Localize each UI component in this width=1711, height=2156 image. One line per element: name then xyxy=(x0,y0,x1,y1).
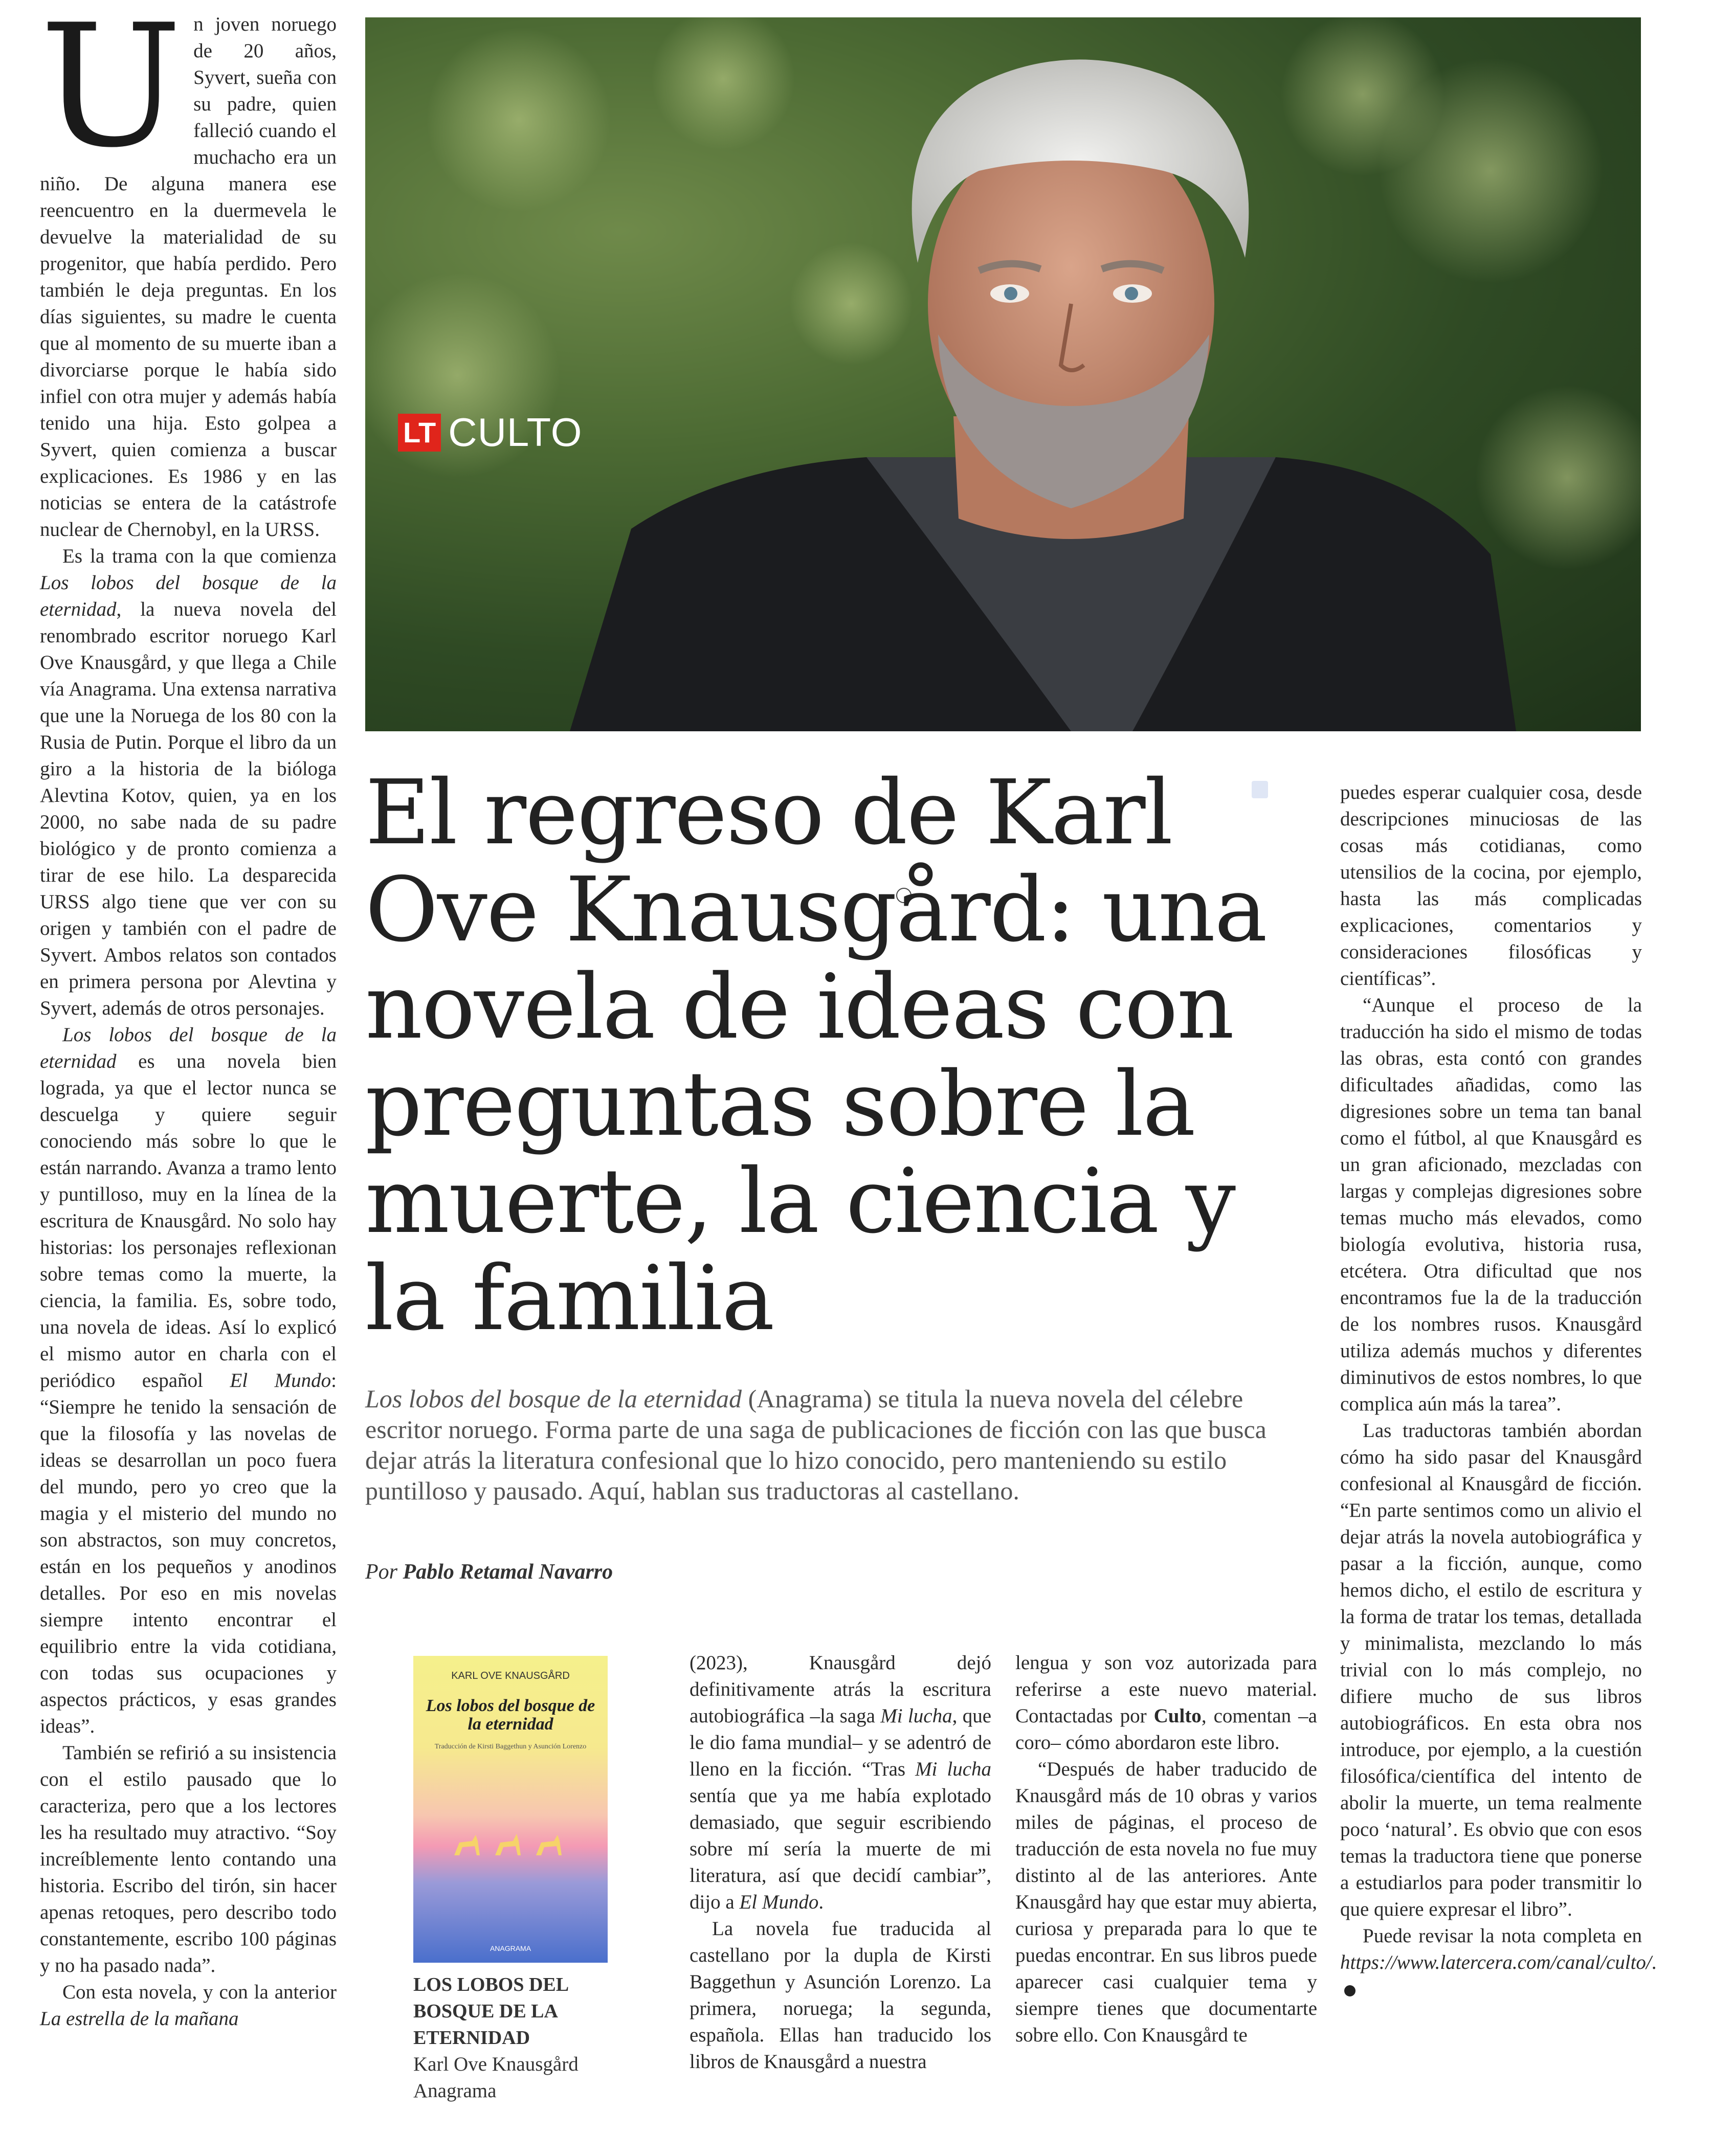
lt-logo-mark: LT xyxy=(398,414,441,452)
article-lead xyxy=(365,1383,1286,1506)
paragraph xyxy=(1015,1650,1317,1756)
text-run: (2023), Knausgård dejó definitivamente atrás la escritura autobiográfica –la saga xyxy=(690,1652,991,1727)
text-run: . xyxy=(1651,1951,1657,1973)
lead-text: (Anagrama) se titula la nueva novela del célebre escritor noruego. Forma parte de una saga de publicaciones de ficción con las que busca dejar atrás la literatura confesional que lo hizo conocido, pero manteniendo su estilo puntilloso y pausado. Aquí, hablan sus traductoras al castellano. xyxy=(365,1384,1266,1505)
text-run: Con esta novela, y con la anterior xyxy=(62,1981,337,2003)
headline: El regreso de Karl Ove Knausgård: una novela de ideas con preguntas sobre la muerte, la ciencia y la familia xyxy=(365,761,1266,1351)
text-run: Puede revisar la nota completa en xyxy=(1363,1925,1642,1947)
article-column-1 xyxy=(40,0,337,2032)
paragraph: n joven noruego de 20 años, Syvert, sueña con su padre, quien falleció cuando el muchacho era un niño. De alguna manera ese reencuentro en la duermevela le devuelve la materialidad de su progenitor, que había perdido. Pero también le deja preguntas. En los días siguientes, su madre le cuenta que al momento de su muerte iban a divorciarse porque le había sido infiel con otra mujer y además había tenido una hija. Esto golpea a Syvert, quien comienza a buscar explicaciones. Es 1986 y en las noticias se entera de la catástrofe nuclear de Chernobyl, en la URSS. xyxy=(40,13,337,541)
book-title-italic: Mi lucha xyxy=(915,1758,992,1780)
book-cover xyxy=(413,1656,608,1963)
paragraph: “Aunque el proceso de la traducción ha sido el mismo de todas las obras, esta contó con grandes dificultades añadidas, como las digresiones sobre un tema tan banal como el fútbol, al que Knausgård es un gran aficionado, mezcladas con largas y complejas digresiones sobre temas mucho más elevados, como biología evolutiva, historia rusa, etcétera. Otra dificultad que nos encontramos fue la de la traducción de los nombres rusos. Knausgård utiliza además muchos y diferentes diminutivos de estos nombres, lo que complica aún más la tarea”. xyxy=(1340,994,1642,1415)
byline-prefix: Por xyxy=(365,1560,403,1584)
article-column-3 xyxy=(690,1650,991,2075)
paragraph xyxy=(1340,1923,1657,2003)
paragraph xyxy=(690,1650,991,1916)
text-run: , que le dio fama mundial– y se adentró de lleno en la ficción. “Tras xyxy=(690,1705,991,1780)
text-run: Es la trama con la que comienza xyxy=(62,545,337,567)
book-title-italic: Mi lucha xyxy=(880,1705,952,1727)
paragraph xyxy=(40,543,337,1022)
text-run: . xyxy=(818,1891,824,1913)
book-title-italic: Los lobos del bosque de la eternidad xyxy=(365,1384,742,1413)
text-run: : “Siempre he tenido la sensación de que la filosofía y las novelas de ideas se desarrollan un poco fuera del mundo, pero yo creo que la magia y el misterio del mundo no son abstractos, son muy concretos, están en los pequeños y anodinos detalles. Por eso en mis novelas siempre intento encontrar el equilibrio entre la vida cotidiana, con todas sus ocupaciones y aspectos prácticos, y esas grandes ideas”. xyxy=(40,1369,337,1737)
book-title-italic: La estrella de la mañana xyxy=(40,2008,239,2030)
newspaper-italic: El Mundo xyxy=(230,1369,331,1391)
paragraph: “Después de haber traducido de Knausgård más de 10 obras y varios miles de páginas, el proceso de traducción de esta novela no fue muy distinto al de las anteriores. Ante Knausgård hay que estar muy abierta, curiosa y preparada para lo que te puedas encontrar. En sus libros puede aparecer casi cualquier tema y siempre tienes que documentarte sobre ello. Con Knausgård te xyxy=(1015,1758,1317,2046)
culto-bold: Culto xyxy=(1153,1705,1202,1727)
newspaper-italic: El Mundo xyxy=(739,1891,819,1913)
paragraph xyxy=(40,1022,337,1740)
paragraph xyxy=(40,1979,337,2032)
portrait-illustration xyxy=(365,17,1641,731)
text-run: , comentan –a coro– cómo abordaron este libro. xyxy=(1015,1705,1317,1754)
end-mark-icon xyxy=(1344,1985,1356,1996)
book-caption xyxy=(413,1971,628,2104)
caption-author: Karl Ove Knausgård xyxy=(413,2053,579,2075)
paragraph: puedes esperar cualquier cosa, desde descripciones minuciosas de las cosas más cotidianas, como utensilios de la cocina, por ejemplo, hasta las más complicadas explicaciones, comentarios y consideraciones filosóficas y científicas”. xyxy=(1340,781,1642,990)
culto-logo xyxy=(398,409,582,456)
paragraph: La novela fue traducida al castellano por la dupla de Kirsti Baggethun y Asunción Lorenzo. La primera, noruega; la segunda, española. Ellas han traducido los libros de Knausgård a nuestra xyxy=(690,1918,991,2073)
text-run: lengua y son voz autorizada para referirse a este nuevo material. Contactadas por xyxy=(1015,1652,1317,1727)
text-run: , la nueva novela del renombrado escritor noruego Karl Ove Knausgård, y que llega a Chile vía Anagrama. Una extensa narrativa que une la Noruega de los 80 con la Rusia de Putin. Porque el libro da un giro a la historia de la bióloga Alevtina Kotov, quien, ya en los 2000, no sabe nada de su padre biológico y de pronto comienza a tirar de ese hilo. La desparecida URSS algo tiene que ver con su origen y también con el padre de Syvert. Ambos relatos son contados en primera persona por Alevtina y Syvert, además de otros personajes. xyxy=(40,598,337,1019)
cover-title: Los lobos del bosque de la eternidad xyxy=(426,1696,595,1734)
article-column-4 xyxy=(1015,1650,1317,2049)
book-title-italic: Los lobos del bosque de la eternidad xyxy=(40,1024,337,1072)
cover-author: KARL OVE KNAUSGÅRD xyxy=(451,1670,570,1681)
book-title-italic: Los lobos del bosque de la eternidad xyxy=(40,572,337,620)
article-column-5 xyxy=(1340,779,1657,2003)
cover-subtitle: Traducción de Kirsti Baggethun y Asunción Lorenzo xyxy=(434,1743,587,1750)
caption-publisher: Anagrama xyxy=(413,2080,497,2102)
caption-title: LOS LOBOS DEL BOSQUE DE LA ETERNIDAD xyxy=(413,1974,568,2049)
cover-publisher: ANAGRAMA xyxy=(490,1944,531,1952)
author-photo xyxy=(365,17,1641,731)
article-link[interactable]: https://www.latercera.com/canal/culto/ xyxy=(1340,1951,1652,1973)
culto-logo-text: CULTO xyxy=(448,410,583,455)
text-run: sentía que ya me había explotado demasiado, que seguir escribiendo sobre mí sería la muerte de mi literatura, así que decidí cambiar”, dijo a xyxy=(690,1785,991,1913)
drop-cap: U xyxy=(40,0,183,185)
byline-author: Pablo Retamal Navarro xyxy=(403,1560,613,1584)
paragraph: Las traductoras también abordan cómo ha sido pasar del Knausgård confesional al Knausgård de ficción. “En parte sentimos como un alivio el dejar atrás la novela autobiográfica y pasar a la ficción, aunque, como hemos dicho, el estilo de escritura y la forma de tratar los temas, detallada y minimalista, mezclando lo más trivial con lo más complejo, no difiere mucho de sus libros autobiográficos. En esta obra nos introduce, por ejemplo, a la cuestión filosófica/científica del intento de abolir la muerte, un tema realmente poco ‘natural’. Es obvio que con esos temas la traductora tiene que ponerse a estudiarlos para poder transmitir lo que quiere expresar el libro”. xyxy=(1340,1420,1642,1920)
paragraph: También se refirió a su insistencia con el estilo pausado que lo caracteriza, pero que a los lectores les ha resultado muy atractivo. “Soy increíblemente lento contando una historia. Escribo del tirón, sin hacer apenas retoques, pero describo todo constantemente, escribo 100 páginas y no ha pasado nada”. xyxy=(40,1742,337,1977)
deer-illustration xyxy=(444,1825,577,1860)
text-run: es una novela bien lograda, ya que el lector nunca se descuelga y quiere seguir conociendo más sobre lo que le están narrando. Avanza a tramo lento y puntilloso, muy en la línea de la escritura de Knausgård. No solo hay historias: los personajes reflexionan sobre temas como la muerte, la ciencia, la familia. Es, sobre todo, una novela de ideas. Así lo explicó el mismo autor en charla con el periódico español xyxy=(40,1050,337,1391)
byline xyxy=(365,1560,613,1584)
